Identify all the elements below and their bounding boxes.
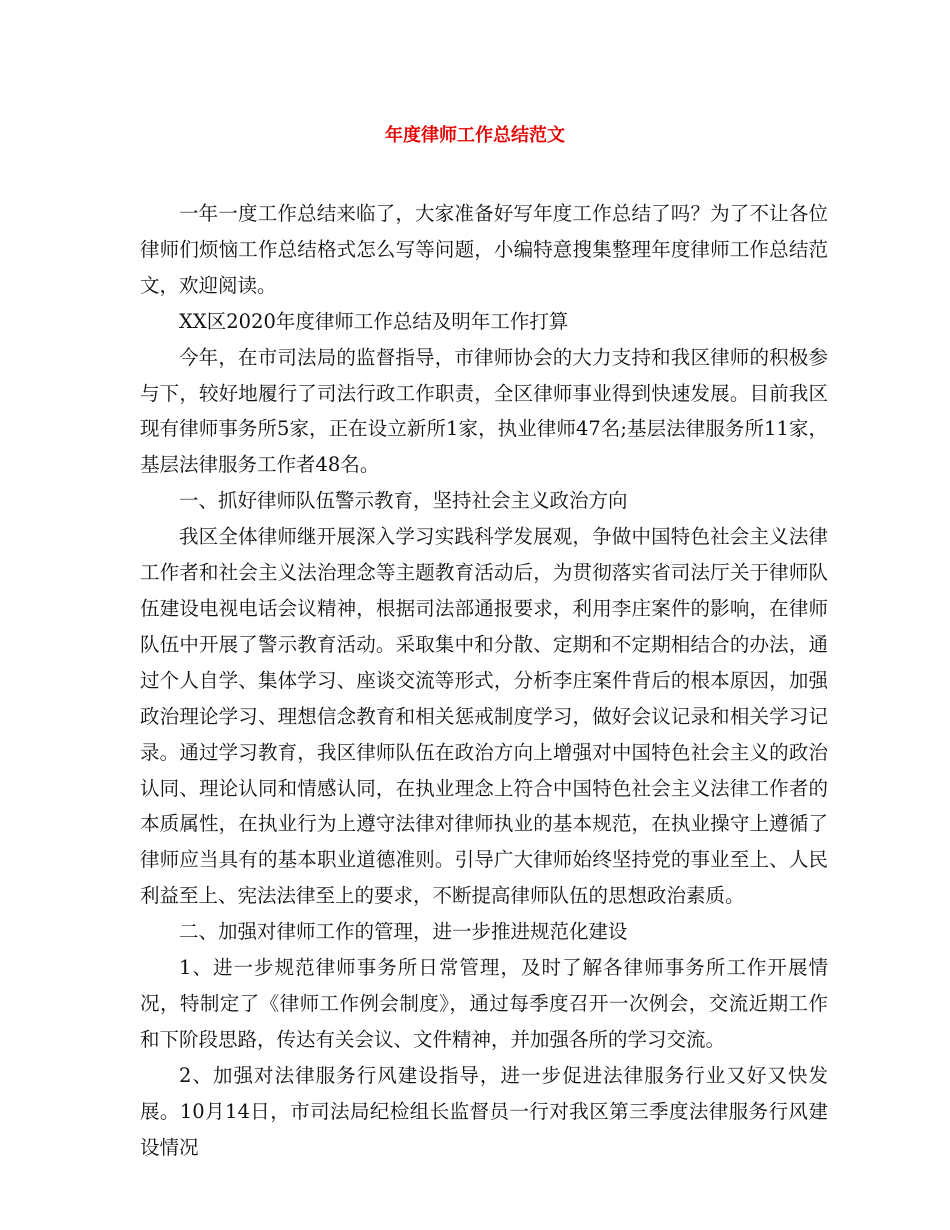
document-body bbox=[140, 196, 828, 1165]
section-2-item-1: 1、进一步规范律师事务所日常管理，及时了解各律师事务所工作开展情况，特制定了《律师工作例会制度》，通过每季度召开一次例会，交流近期工作和下阶段思路，传达有关会议、文件精神，并加强各所的学习交流。 bbox=[140, 956, 828, 1051]
overview-paragraph: 今年，在市司法局的监督指导，市律师协会的大力支持和我区律师的积极参与下，较好地履行了司法行政工作职责，全区律师事业得到快速发展。目前我区现有律师事务所5家，正在设立新所1家，执业律师47名;基层法律服务所11家，基层法律服务工作者48名。 bbox=[140, 345, 828, 477]
intro-paragraph: 一年一度工作总结来临了，大家准备好写年度工作总结了吗？为了不让各位律师们烦恼工作总结格式怎么写等问题，小编特意搜集整理年度律师工作总结范文，欢迎阅读。 bbox=[140, 202, 828, 297]
section-heading-1: 一、抓好律师队伍警示教育，坚持社会主义政治方向 bbox=[179, 489, 628, 513]
section-1-paragraph: 我区全体律师继开展深入学习实践科学发展观，争做中国特色社会主义法律工作者和社会主义法治理念等主题教育活动后，为贯彻落实省司法厅关于律师队伍建设电视电话会议精神，根据司法部通报要求，利用李庄案件的影响，在律师队伍中开展了警示教育活动。采取集中和分散、定期和不定期相结合的办法，通过个人自学、集体学习、座谈交流等形式，分析李庄案件背后的根本原因，加强政治理论学习、理想信念教育和相关惩戒制度学习，做好会议记录和相关学习记录。通过学习教育，我区律师队伍在政治方向上增强对中国特色社会主义的政治认同、理论认同和情感认同，在执业理念上符合中国特色社会主义法律工作者的本质属性，在执业行为上遵守法律对律师执业的基本规范，在执业操守上遵循了律师应当具有的基本职业道德准则。引导广大律师始终坚持党的事业至上、人民利益至上、宪法法律至上的要求，不断提高律师队伍的思想政治素质。 bbox=[140, 525, 828, 908]
section-heading-2: 二、加强对律师工作的管理，进一步推进规范化建设 bbox=[179, 920, 628, 944]
document-title: 年度律师工作总结范文 bbox=[385, 125, 565, 146]
report-subtitle: XX区2020年度律师工作总结及明年工作打算 bbox=[179, 309, 569, 333]
section-2-item-2: 2、加强对法律服务行风建设指导，进一步促进法律服务行业又好又快发展。10月14日，市司法局纪检组长监督员一行对我区第三季度法律服务行风建设情况 bbox=[140, 1063, 828, 1159]
